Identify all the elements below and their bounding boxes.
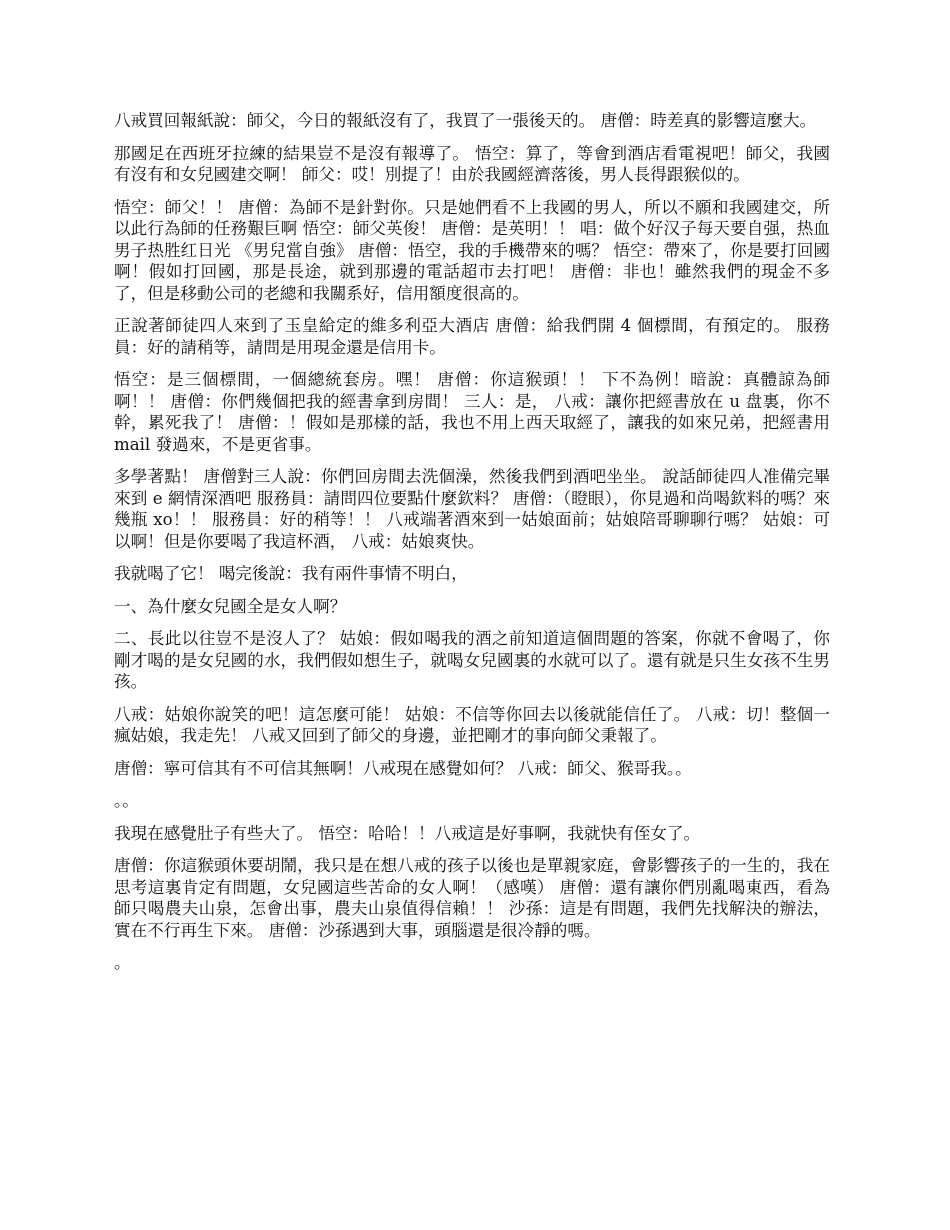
paragraph-13: 我現在感覺肚子有些大了。 悟空：哈哈！！八戒這是好事啊，我就快有侄女了。 bbox=[114, 823, 701, 843]
paragraph-3: 悟空：師父！！ 唐僧：為師不是針對你。只是她們看不上我國的男人，所以不願和我國建交，所以此行為師的任務艱巨啊 悟空：師父英俊！ 唐僧：是英明！！ 唱：做个好汉子每天要自强，热血男子热胜红日光 《男兒當自強》 唐僧：悟空，我的手機帶來的嗎？ 悟空：帶來了，你是要打回國啊！假如打回國，那是長途，就到那邊的電話超市去打吧！ 唐僧：非也！雖然我們的現金不多了，但是移動公司的老總和我關系好，信用額度很高的。 bbox=[114, 197, 830, 303]
paragraph-1: 八戒買回報紙說：師父，今日的報紙沒有了，我買了一張後天的。 唐僧：時差真的影響這麼大。 bbox=[114, 111, 817, 130]
paragraph-4: 正說著師徒四人來到了玉皇給定的維多利亞大酒店 唐僧：給我們開 4 個標間，有預定的。 服務員：好的請稍等，請問是用現金還是信用卡。 bbox=[114, 316, 830, 357]
paragraph-14: 唐僧：你這猴頭休要胡鬧，我只是在想八戒的孩子以後也是單親家庭，會影響孩子的一生的，我在思考這裏肯定有問題，女兒國這些苦命的女人啊！（感嘆） 唐僧：還有讓你們別亂喝東西，看為師只喝農夫山泉，怎會出事，農夫山泉值得信賴！！ 沙孫：這是有問題，我們先找解決的辦法，實在不行再生下來。 唐僧：沙孫遇到大事，頭腦還是很冷靜的嗎。 bbox=[114, 856, 830, 940]
paragraph-10: 八戒：姑娘你說笑的吧！這怎麼可能！ 姑娘：不信等你回去以後就能信任了。 八戒：切！整個一瘋姑娘，我走先！ 八戒又回到了師父的身邊，並把剛才的事向師父秉報了。 bbox=[114, 704, 830, 745]
paragraph-6: 多學著點！ 唐僧對三人說：你們回房間去洗個澡，然後我們到酒吧坐坐。 說話師徒四人准備完畢來到 e 網情深酒吧 服務員：請問四位要點什麼欽料？ 唐僧：（瞪眼），你見過和尚喝欽料的嗎？來幾瓶 xo！！ 服務員：好的稍等！！ 八戒端著酒來到一姑娘面前；姑娘陪哥聊聊行嗎？ 姑娘：可以啊！但是你要喝了我這杯酒， 八戒：姑娘爽快。 bbox=[114, 467, 830, 551]
paragraph-12: 。。 bbox=[114, 791, 139, 810]
paragraph-8: 一、為什麼女兒國全是女人啊？ bbox=[114, 596, 347, 616]
document-body bbox=[114, 110, 830, 985]
paragraph-5: 悟空：是三個標間，一個總統套房。嘿！ 唐僧：你這猴頭！！ 下不為例！暗說：真體諒為師啊！！ 唐僧：你們幾個把我的經書拿到房間！ 三人：是， 八戒：讓你把經書放在 u 盘裏，你不幹，累死我了！ 唐僧：！假如是那樣的話，我也不用上西天取經了，讓我的如來兄弟，把經書用 mail 發過來，不是更省事。 bbox=[114, 370, 830, 454]
paragraph-7: 我就喝了它！ 喝完後說：我有兩件事情不明白， bbox=[114, 564, 468, 583]
paragraph-9: 二、長此以往豈不是沒人了？ 姑娘：假如喝我的酒之前知道這個問題的答案，你就不會喝了，你剛才喝的是女兒國的水，我們假如想生子，就喝女兒國裏的水就可以了。還有就是只生女孩不生男孩。 bbox=[114, 629, 830, 691]
paragraph-2: 那國足在西班牙拉練的結果豈不是沒有報導了。 悟空：算了，等會到酒店看電視吧！師父，我國有沒有和女兒國建交啊！ 師父：哎！別提了！由於我國經濟落後，男人長得跟猴似的。 bbox=[114, 143, 830, 184]
paragraph-15: 。 bbox=[114, 953, 131, 972]
paragraph-11: 唐僧：寧可信其有不可信其無啊！八戒現在感覺如何？ 八戒：師父、猴哥我。。 bbox=[114, 758, 692, 778]
